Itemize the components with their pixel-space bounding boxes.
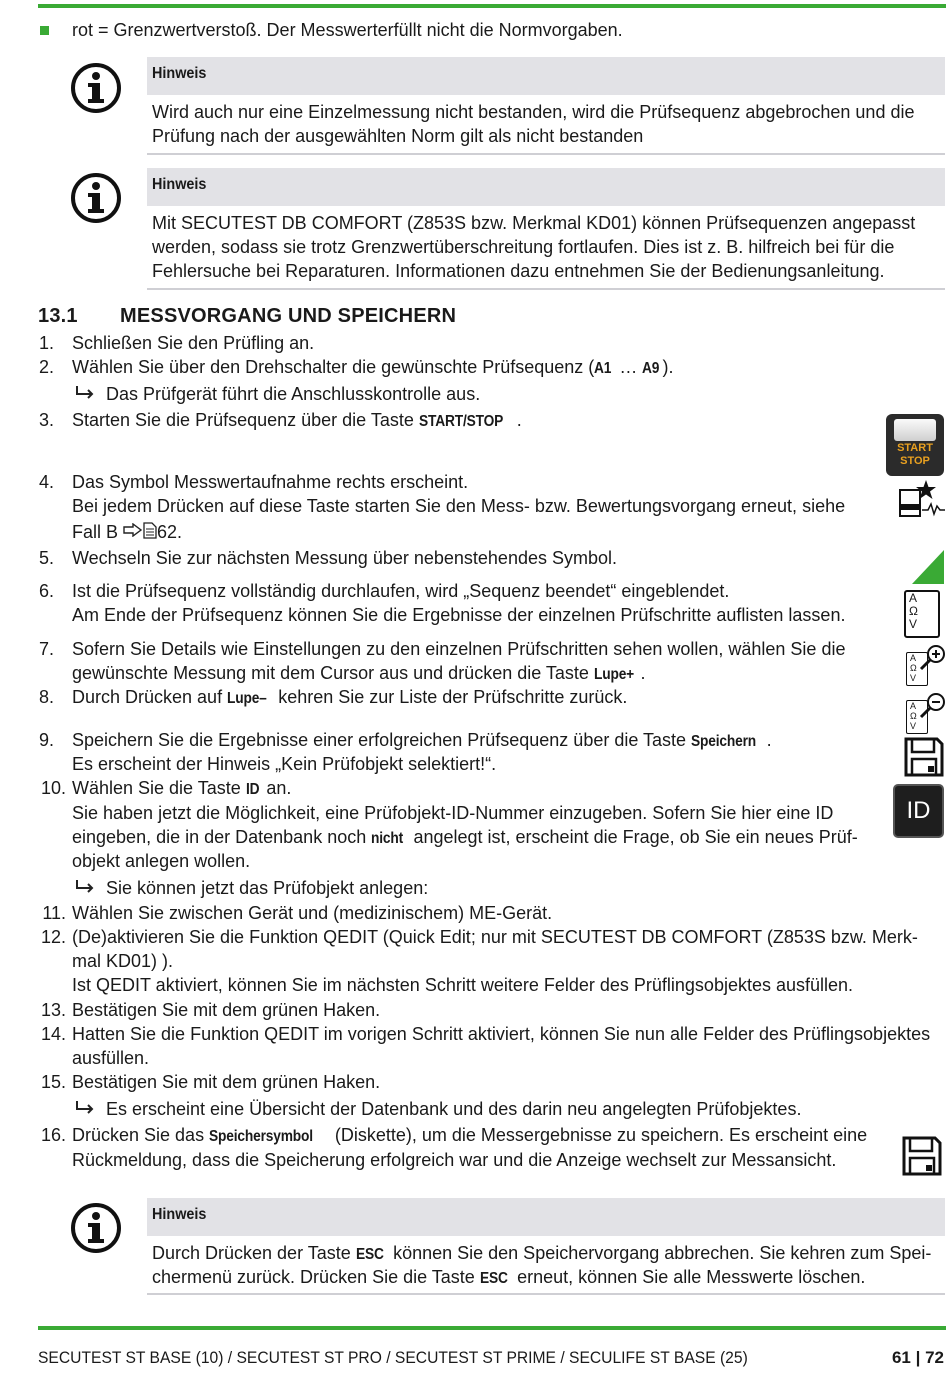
step-text: Wechseln Sie zur nächsten Messung über nebenstehendes Symbol. <box>72 548 617 568</box>
step-text: Rückmeldung, dass die Speicherung erfolgreich war und die Anzeige wechselt zur Messansicht. <box>72 1150 837 1170</box>
step-number: 7. <box>38 639 54 659</box>
top-bullet-text: rot = Grenzwertverstoß. Der Messwerterfüllt nicht die Normvorgaben. <box>72 20 623 40</box>
step-text: Am Ende der Prüfsequenz können Sie die Ergebnisse der einzelnen Prüfschritte auflisten lassen. <box>72 605 846 625</box>
bullet-square <box>40 26 49 35</box>
step-result-text: Das Prüfgerät führt die Anschlusskontrolle aus. <box>106 384 481 404</box>
step-number: 13. <box>40 1000 66 1020</box>
step-text: Fall B 62. <box>72 522 183 542</box>
step-text: Speichern Sie die Ergebnisse einer erfolgreichen Prüfsequenz über die Taste Speichern . <box>72 730 772 750</box>
step-number: 2. <box>38 357 54 377</box>
stop-label: STOP <box>900 455 930 467</box>
hint-text: Wird auch nur eine Einzelmessung nicht bestanden, wird die Prüfsequenz abgebrochen und die <box>152 102 915 122</box>
step-text: Ist die Prüfsequenz vollständig durchlaufen, wird „Sequenz beendet“ eingeblendet. <box>72 581 730 601</box>
top-green-rule <box>38 4 946 8</box>
list-letter: V <box>910 673 917 683</box>
magnifier-plus-icon <box>918 644 948 672</box>
page-reference-icon <box>143 522 157 539</box>
zoom-out-icon <box>906 692 948 736</box>
step-text: mal KD01) ). <box>72 951 174 971</box>
step-text: Bestätigen Sie mit dem grünen Haken. <box>72 1000 381 1020</box>
list-letter: V <box>909 617 918 631</box>
step-text: Sofern Sie Details wie Einstellungen zu den einzelnen Prüfschritten sehen wollen, wählen Sie die <box>72 639 846 659</box>
info-icon <box>70 172 122 224</box>
id-key-label: ID <box>906 797 931 824</box>
id-key-icon <box>893 784 944 838</box>
step-text: Wählen Sie über den Drehschalter die gewünschte Prüfsequenz (A1 … A9 ). <box>72 357 674 377</box>
info-icon <box>70 1202 122 1254</box>
hint-header <box>147 1198 945 1236</box>
step-text: Schließen Sie den Prüfling an. <box>72 333 315 353</box>
step-text: Drücken Sie das Speichersymbol (Diskette), um die Messergebnisse zu speichern. Es erscheint eine <box>72 1125 868 1145</box>
step-text: ausfüllen. <box>72 1048 150 1068</box>
start-label: START <box>897 442 933 454</box>
section-number: 13.1 <box>38 305 78 327</box>
hint-rule <box>147 153 945 155</box>
save-disk-icon <box>904 737 944 777</box>
step-number: 15. <box>40 1072 66 1092</box>
list-letter: A <box>910 653 917 663</box>
result-arrow-icon <box>74 878 96 894</box>
section-title: MESSVORGANG UND SPEICHERN <box>120 305 457 327</box>
step-text: objekt anlegen wollen. <box>72 851 251 871</box>
step-number: 12. <box>40 927 66 947</box>
step-text: Hatten Sie die Funktion QEDIT im vorigen Schritt aktiviert, können Sie nun alle Felder des Prüflingsobjektes <box>72 1024 931 1044</box>
hint-title: Hinweis <box>152 1206 207 1223</box>
step-number: 14. <box>40 1024 66 1044</box>
info-icon <box>70 62 122 114</box>
step-text: gewünschte Messung mit dem Cursor aus und drücken die Taste Lupe+ . <box>72 663 646 683</box>
step-number: 16. <box>40 1125 66 1145</box>
page-number: 61 | 72 <box>891 1348 944 1367</box>
page-reference-arrow-icon <box>123 523 143 537</box>
step-text: Das Symbol Messwertaufnahme rechts erscheint. <box>72 472 469 492</box>
step-text: Es erscheint der Hinweis „Kein Prüfobjekt selektiert!“. <box>72 754 497 774</box>
list-icon <box>904 590 940 638</box>
list-letter: A <box>909 591 918 605</box>
hint-text: chermenü zurück. Drücken Sie die Taste ESC erneut, können Sie alle Messwerte löschen. <box>152 1267 866 1287</box>
result-arrow-icon <box>74 384 96 400</box>
list-letter: V <box>910 721 917 731</box>
start-stop-key-icon <box>886 414 944 476</box>
step-text: Starten Sie die Prüfsequenz über die Taste START/STOP . <box>72 410 522 430</box>
next-triangle-icon <box>912 550 944 584</box>
step-text: Sie haben jetzt die Möglichkeit, eine Prüfobjekt-ID-Nummer einzugeben. Sofern Sie hier eine ID <box>72 803 834 823</box>
key-button-face <box>894 419 936 441</box>
list-letter: Ω <box>910 663 917 673</box>
zoom-in-icon <box>906 644 948 688</box>
step-number: 3. <box>38 410 54 430</box>
hint-title: Hinweis <box>152 65 207 82</box>
hint-rule <box>147 288 945 290</box>
hint-rule <box>147 1293 945 1295</box>
list-letter: Ω <box>910 711 917 721</box>
hint-text: Fehlersuche bei Reparaturen. Informationen dazu entnehmen Sie der Bedienungsanleitung. <box>152 261 885 281</box>
step-text: (De)aktivieren Sie die Funktion QEDIT (Quick Edit; nur mit SECUTEST DB COMFORT (Z853S bzw. Merk- <box>72 927 918 947</box>
magnifier-minus-icon <box>918 692 948 720</box>
step-number: 9. <box>38 730 54 750</box>
hint-text: werden, sodass sie trotz Grenzwertüberschreitung fortlaufen. Dies ist z. B. hilfreich bei für die <box>152 237 895 257</box>
step-number: 1. <box>38 333 54 353</box>
hint-header <box>147 57 945 95</box>
step-text: Ist QEDIT aktiviert, können Sie im nächsten Schritt weitere Felder des Prüflingsobjektes ausfüllen. <box>72 975 854 995</box>
step-text: eingeben, die in der Datenbank noch nicht angelegt ist, erscheint die Frage, ob Sie ein neues Prüf- <box>72 827 858 847</box>
step-number: 11. <box>42 903 66 923</box>
step-result-text: Sie können jetzt das Prüfobjekt anlegen: <box>106 878 429 898</box>
step-number: 5. <box>38 548 54 568</box>
save-disk-icon <box>902 1136 942 1176</box>
footer-green-rule <box>38 1326 946 1330</box>
step-text: Durch Drücken auf Lupe– kehren Sie zur Liste der Prüfschritte zurück. <box>72 687 628 707</box>
step-text: Bestätigen Sie mit dem grünen Haken. <box>72 1072 381 1092</box>
step-result-text: Es erscheint eine Übersicht der Datenbank und des darin neu angelegten Prüfobjektes. <box>106 1099 802 1119</box>
list-letter: Ω <box>909 604 918 618</box>
result-arrow-icon <box>74 1099 96 1115</box>
hint-text: Durch Drücken der Taste ESC können Sie den Speichervorgang abbrechen. Sie kehren zum Spei- <box>152 1243 932 1263</box>
hint-title: Hinweis <box>152 176 207 193</box>
measure-record-icon <box>898 478 946 520</box>
footer-product-line: SECUTEST ST BASE (10) / SECUTEST ST PRO / SECUTEST ST PRIME / SECULIFE ST BASE (25) <box>38 1348 748 1367</box>
step-number: 6. <box>38 581 54 601</box>
step-number: 4. <box>38 472 54 492</box>
step-number: 8. <box>38 687 54 707</box>
list-letter: A <box>910 701 917 711</box>
hint-header <box>147 168 945 206</box>
hint-text: Mit SECUTEST DB COMFORT (Z853S bzw. Merkmal KD01) können Prüfsequenzen angepasst <box>152 213 916 233</box>
step-text: Bei jedem Drücken auf diese Taste starten Sie den Mess- bzw. Bewertungsvorgang erneut, siehe <box>72 496 846 516</box>
step-text: Wählen Sie die Taste ID an. <box>72 778 292 798</box>
step-number: 10. <box>40 778 66 798</box>
hint-text: Prüfung nach der ausgewählten Norm gilt als nicht bestanden <box>152 126 644 146</box>
step-text: Wählen Sie zwischen Gerät und (medizinischem) ME-Gerät. <box>72 903 553 923</box>
